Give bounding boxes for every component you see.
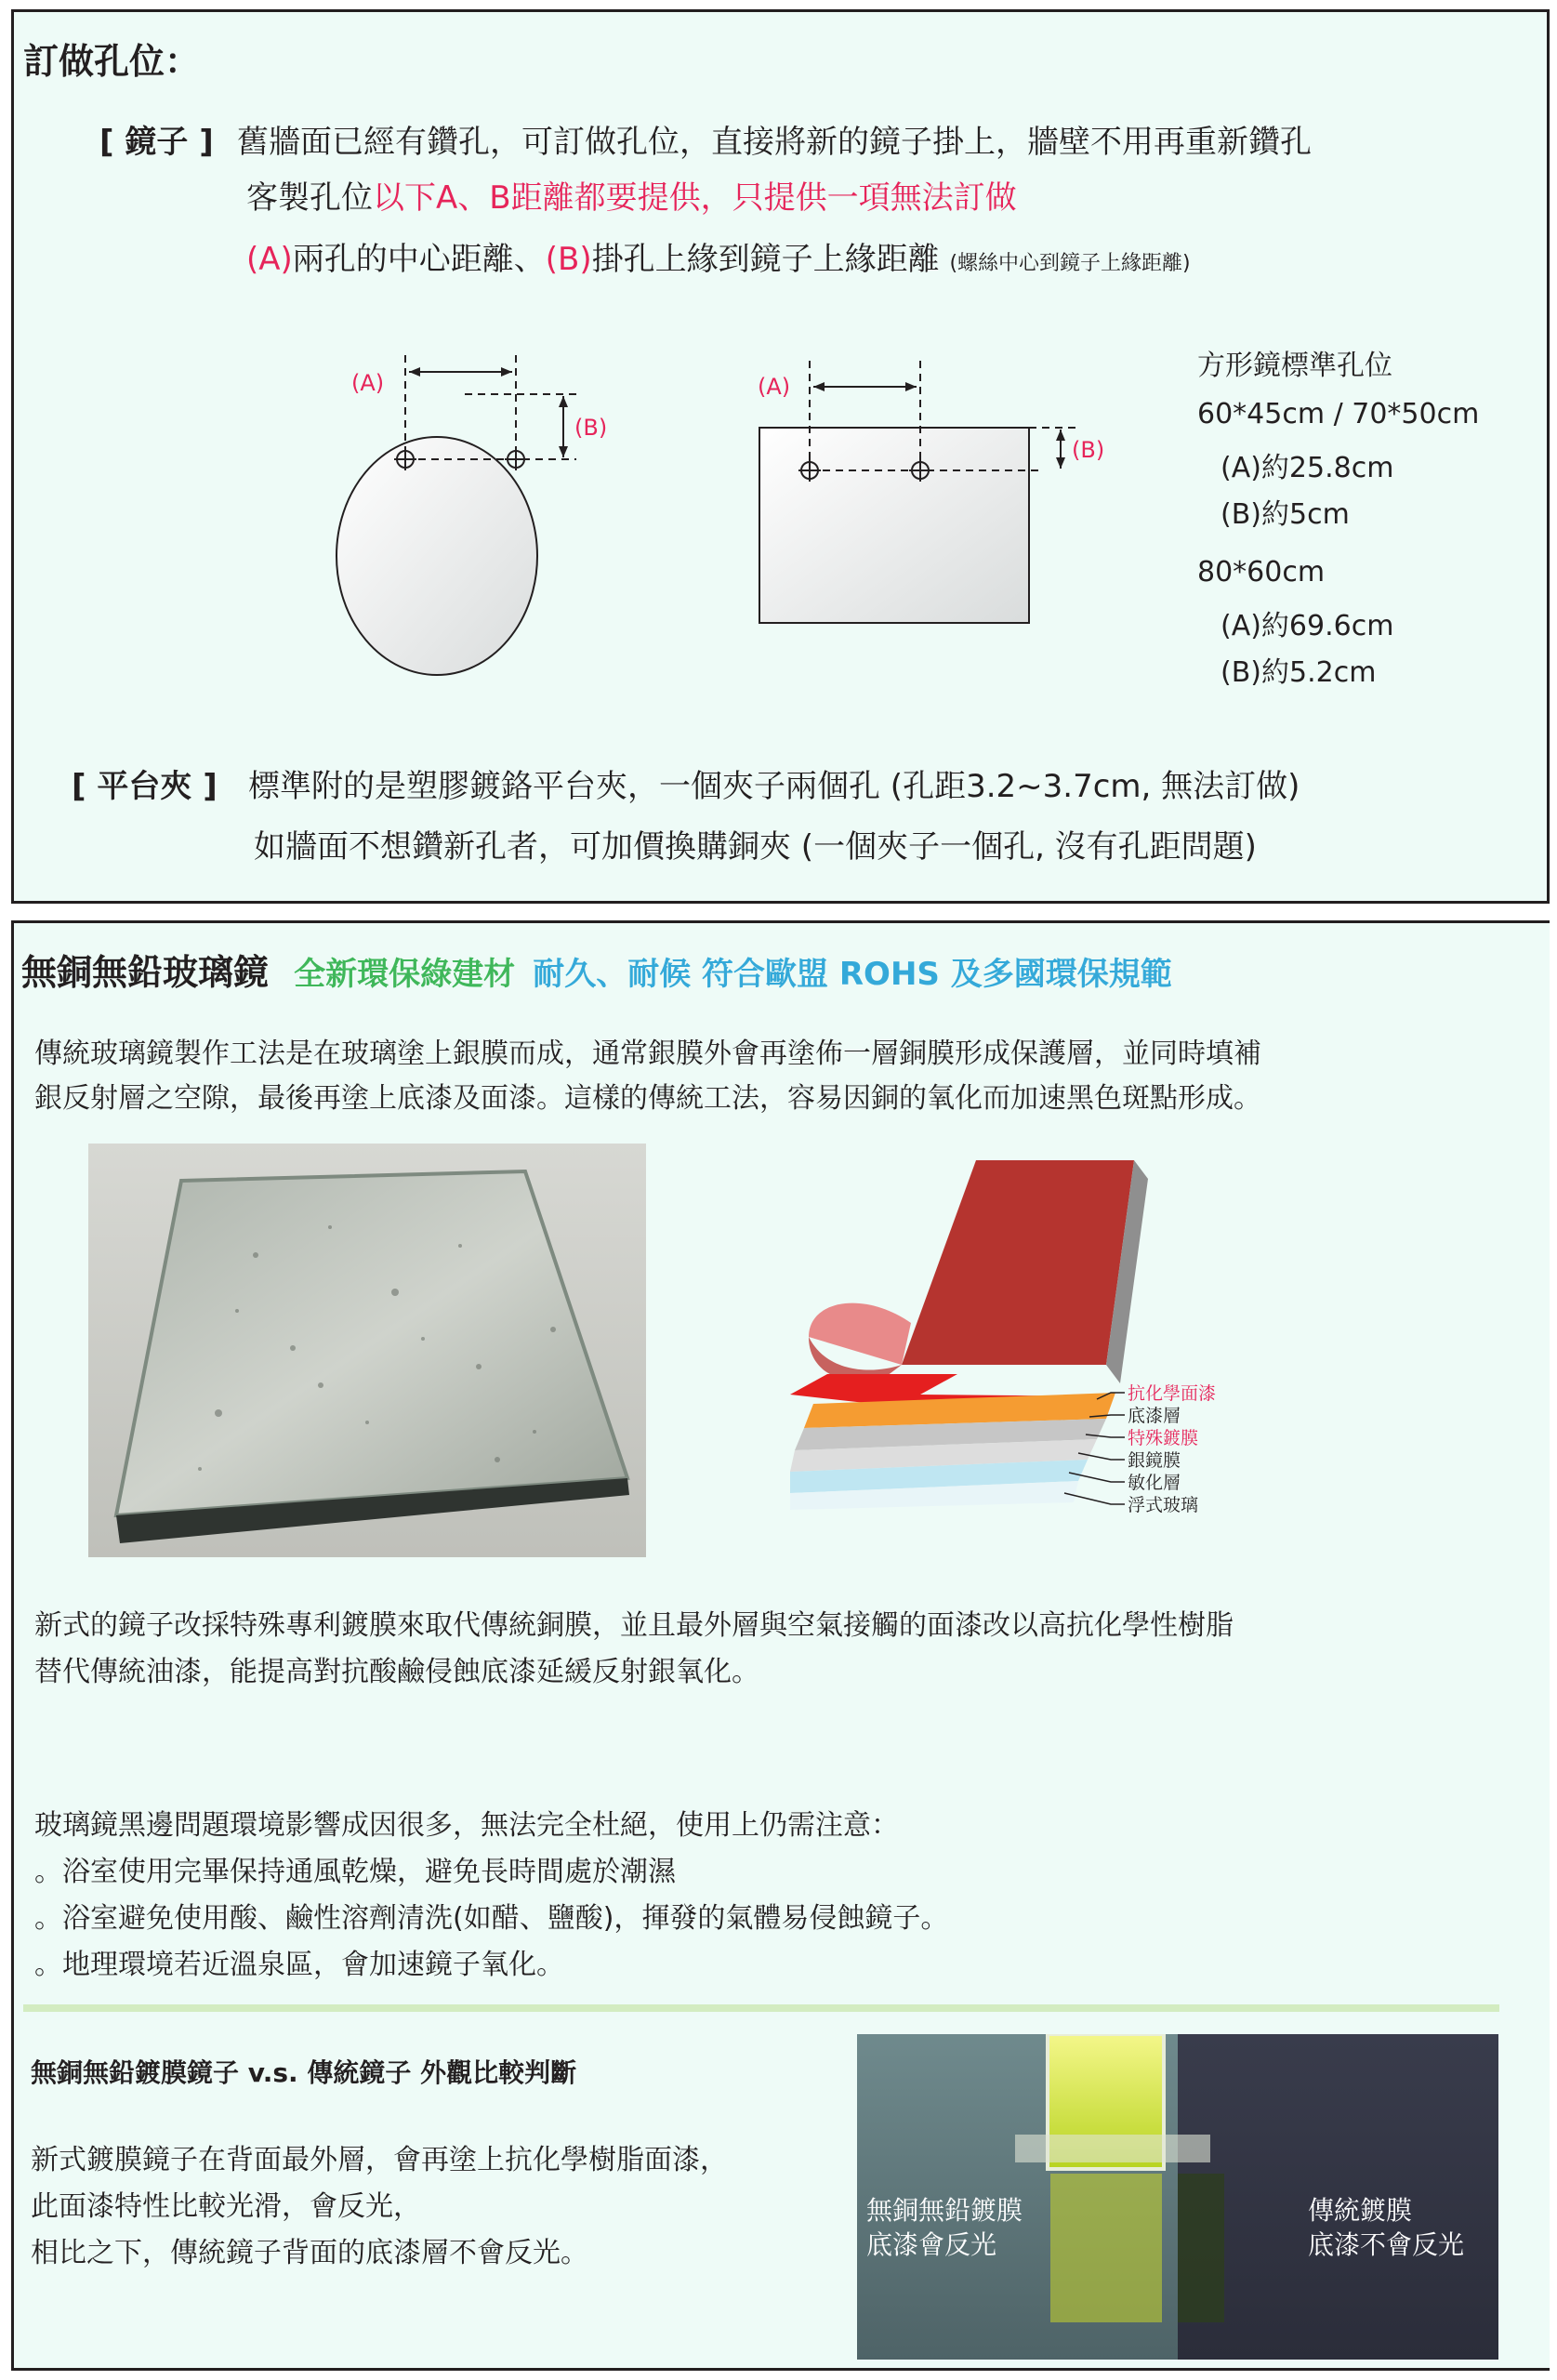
mirror-line3 <box>246 233 1191 279</box>
mirror-line1: 舊牆面已經有鑽孔，可訂做孔位，直接將新的鏡子掛上，牆壁不用再重新鑽孔 <box>237 124 1312 161</box>
rect-label-a: (A) <box>758 374 791 400</box>
standard-size1-a: (A)約25.8cm <box>1221 452 1394 484</box>
oval-mirror-shape <box>336 437 537 675</box>
standard-heading: 方形鏡標準孔位 <box>1197 350 1392 382</box>
note-3: 。地理環境若近溫泉區，會加速鏡子氧化。 <box>34 1949 564 1981</box>
label-b-note: (螺絲中心到鏡子上緣距離) <box>949 252 1191 275</box>
layer-topcoat <box>790 1374 957 1395</box>
rect-label-b: (B) <box>1072 437 1105 463</box>
photo-right-label-2: 底漆不會反光 <box>1308 2229 1465 2260</box>
layer-label-4: 敏化層 <box>1128 1473 1181 1493</box>
rect-mirror-shape <box>759 428 1029 623</box>
section2-title-row <box>21 944 1172 995</box>
layer-label-1: 底漆層 <box>1128 1406 1181 1426</box>
clip-line2: 如牆面不想鑽新孔者，可加價換購銅夾 (一個夾子一個孔, 沒有孔距問題) <box>254 828 1257 866</box>
clip-tag: [ 平台夾 ] <box>72 768 218 805</box>
section2-subtitle-blue: 耐久、耐候 符合歐盟 ROHS 及多國環保規範 <box>533 956 1172 993</box>
section1-title: 訂做孔位： <box>23 41 201 82</box>
label-a-red: (A) <box>246 241 293 278</box>
oval-mirror-diagram <box>335 342 651 686</box>
oval-label-b: (B) <box>574 415 608 441</box>
mirror-line2-black: 客製孔位 <box>246 179 373 217</box>
standard-size2-a: (A)約69.6cm <box>1221 610 1394 642</box>
lead-free-mirror-panel <box>11 920 1550 2371</box>
standard-size1-b: (B)約5cm <box>1221 498 1350 531</box>
para2-line2: 替代傳統油漆，能提高對抗酸鹼侵蝕底漆延緩反射銀氧化。 <box>34 1656 759 1688</box>
photo-right-label-1: 傳統鍍膜 <box>1308 2195 1413 2226</box>
compare-line-1: 新式鍍膜鏡子在背面最外層，會再塗上抗化學樹脂面漆， <box>31 2144 728 2176</box>
section-divider <box>23 2004 1499 2012</box>
custom-holes-panel <box>11 9 1550 904</box>
label-a-desc: 兩孔的中心距離、 <box>292 241 546 278</box>
para2-line1: 新式的鏡子改採特殊專利鍍膜來取代傳統銅膜，並且最外層與空氣接觸的面漆改以高抗化學性樹脂 <box>34 1609 1234 1642</box>
section2-subtitle-green: 全新環保綠建材 <box>294 956 516 993</box>
compare-title: 無銅無鉛鍍膜鏡子 v.s. 傳統鏡子 外觀比較判斷 <box>31 2057 577 2088</box>
coating-layers-diagram <box>790 1160 1218 1551</box>
photo-left-label-1: 無銅無鉛鍍膜 <box>866 2195 1023 2226</box>
para1-line1: 傳統玻璃鏡製作工法是在玻璃塗上銀膜而成，通常銀膜外會再塗佈一層銅膜形成保護層，並同時填補 <box>34 1038 1261 1070</box>
layer-label-5: 浮式玻璃 <box>1128 1495 1199 1515</box>
para1-line2: 銀反射層之空隙，最後再塗上底漆及面漆。這樣的傳統工法，容易因銅的氧化而加速黑色斑點形成。 <box>34 1082 1261 1115</box>
clip-line1: 標準附的是塑膠鍍鉻平台夾，一個夾子兩個孔 (孔距3.2~3.7cm, 無法訂做) <box>248 768 1300 805</box>
section2-title: 無銅無鉛玻璃鏡 <box>21 952 270 993</box>
photo-left-label-2: 底漆會反光 <box>866 2229 997 2260</box>
standard-size2: 80*60cm <box>1197 556 1326 588</box>
mirror-line2-red: 以下A、B距離都要提供，只提供一項無法訂做 <box>373 179 1017 217</box>
rect-mirror-diagram <box>739 342 1129 640</box>
standard-size2-b: (B)約5.2cm <box>1221 656 1377 689</box>
standard-size1: 60*45cm / 70*50cm <box>1197 398 1480 430</box>
label-b-desc: 掛孔上緣到鏡子上緣距離 <box>591 241 940 278</box>
oval-label-a: (A) <box>351 370 385 396</box>
oxidized-mirror-photo <box>88 1144 646 1557</box>
compare-line-2: 此面漆特性比較光滑，會反光， <box>31 2190 421 2223</box>
note-1: 。浴室使用完畢保持通風乾燥，避免長時間處於潮濕 <box>34 1856 676 1888</box>
layer-label-2: 特殊鍍膜 <box>1128 1428 1199 1448</box>
notes-intro: 玻璃鏡黑邊問題環境影響成因很多，無法完全杜絕，使用上仍需注意： <box>34 1809 899 1842</box>
layer-label-3: 銀鏡膜 <box>1128 1450 1181 1471</box>
layer-label-0: 抗化學面漆 <box>1128 1383 1217 1404</box>
comparison-photo <box>857 2034 1498 2360</box>
mirror-tag: [ 鏡子 ] <box>99 124 214 161</box>
compare-line-3: 相比之下，傳統鏡子背面的底漆層不會反光。 <box>31 2237 588 2269</box>
label-b-red: (B) <box>545 241 592 278</box>
oxidized-mirror-image <box>88 1144 646 1557</box>
note-2: 。浴室避免使用酸、鹼性溶劑清洗(如醋、鹽酸)，揮發的氣體易侵蝕鏡子。 <box>34 1902 949 1935</box>
mirror-line2 <box>246 172 1017 218</box>
